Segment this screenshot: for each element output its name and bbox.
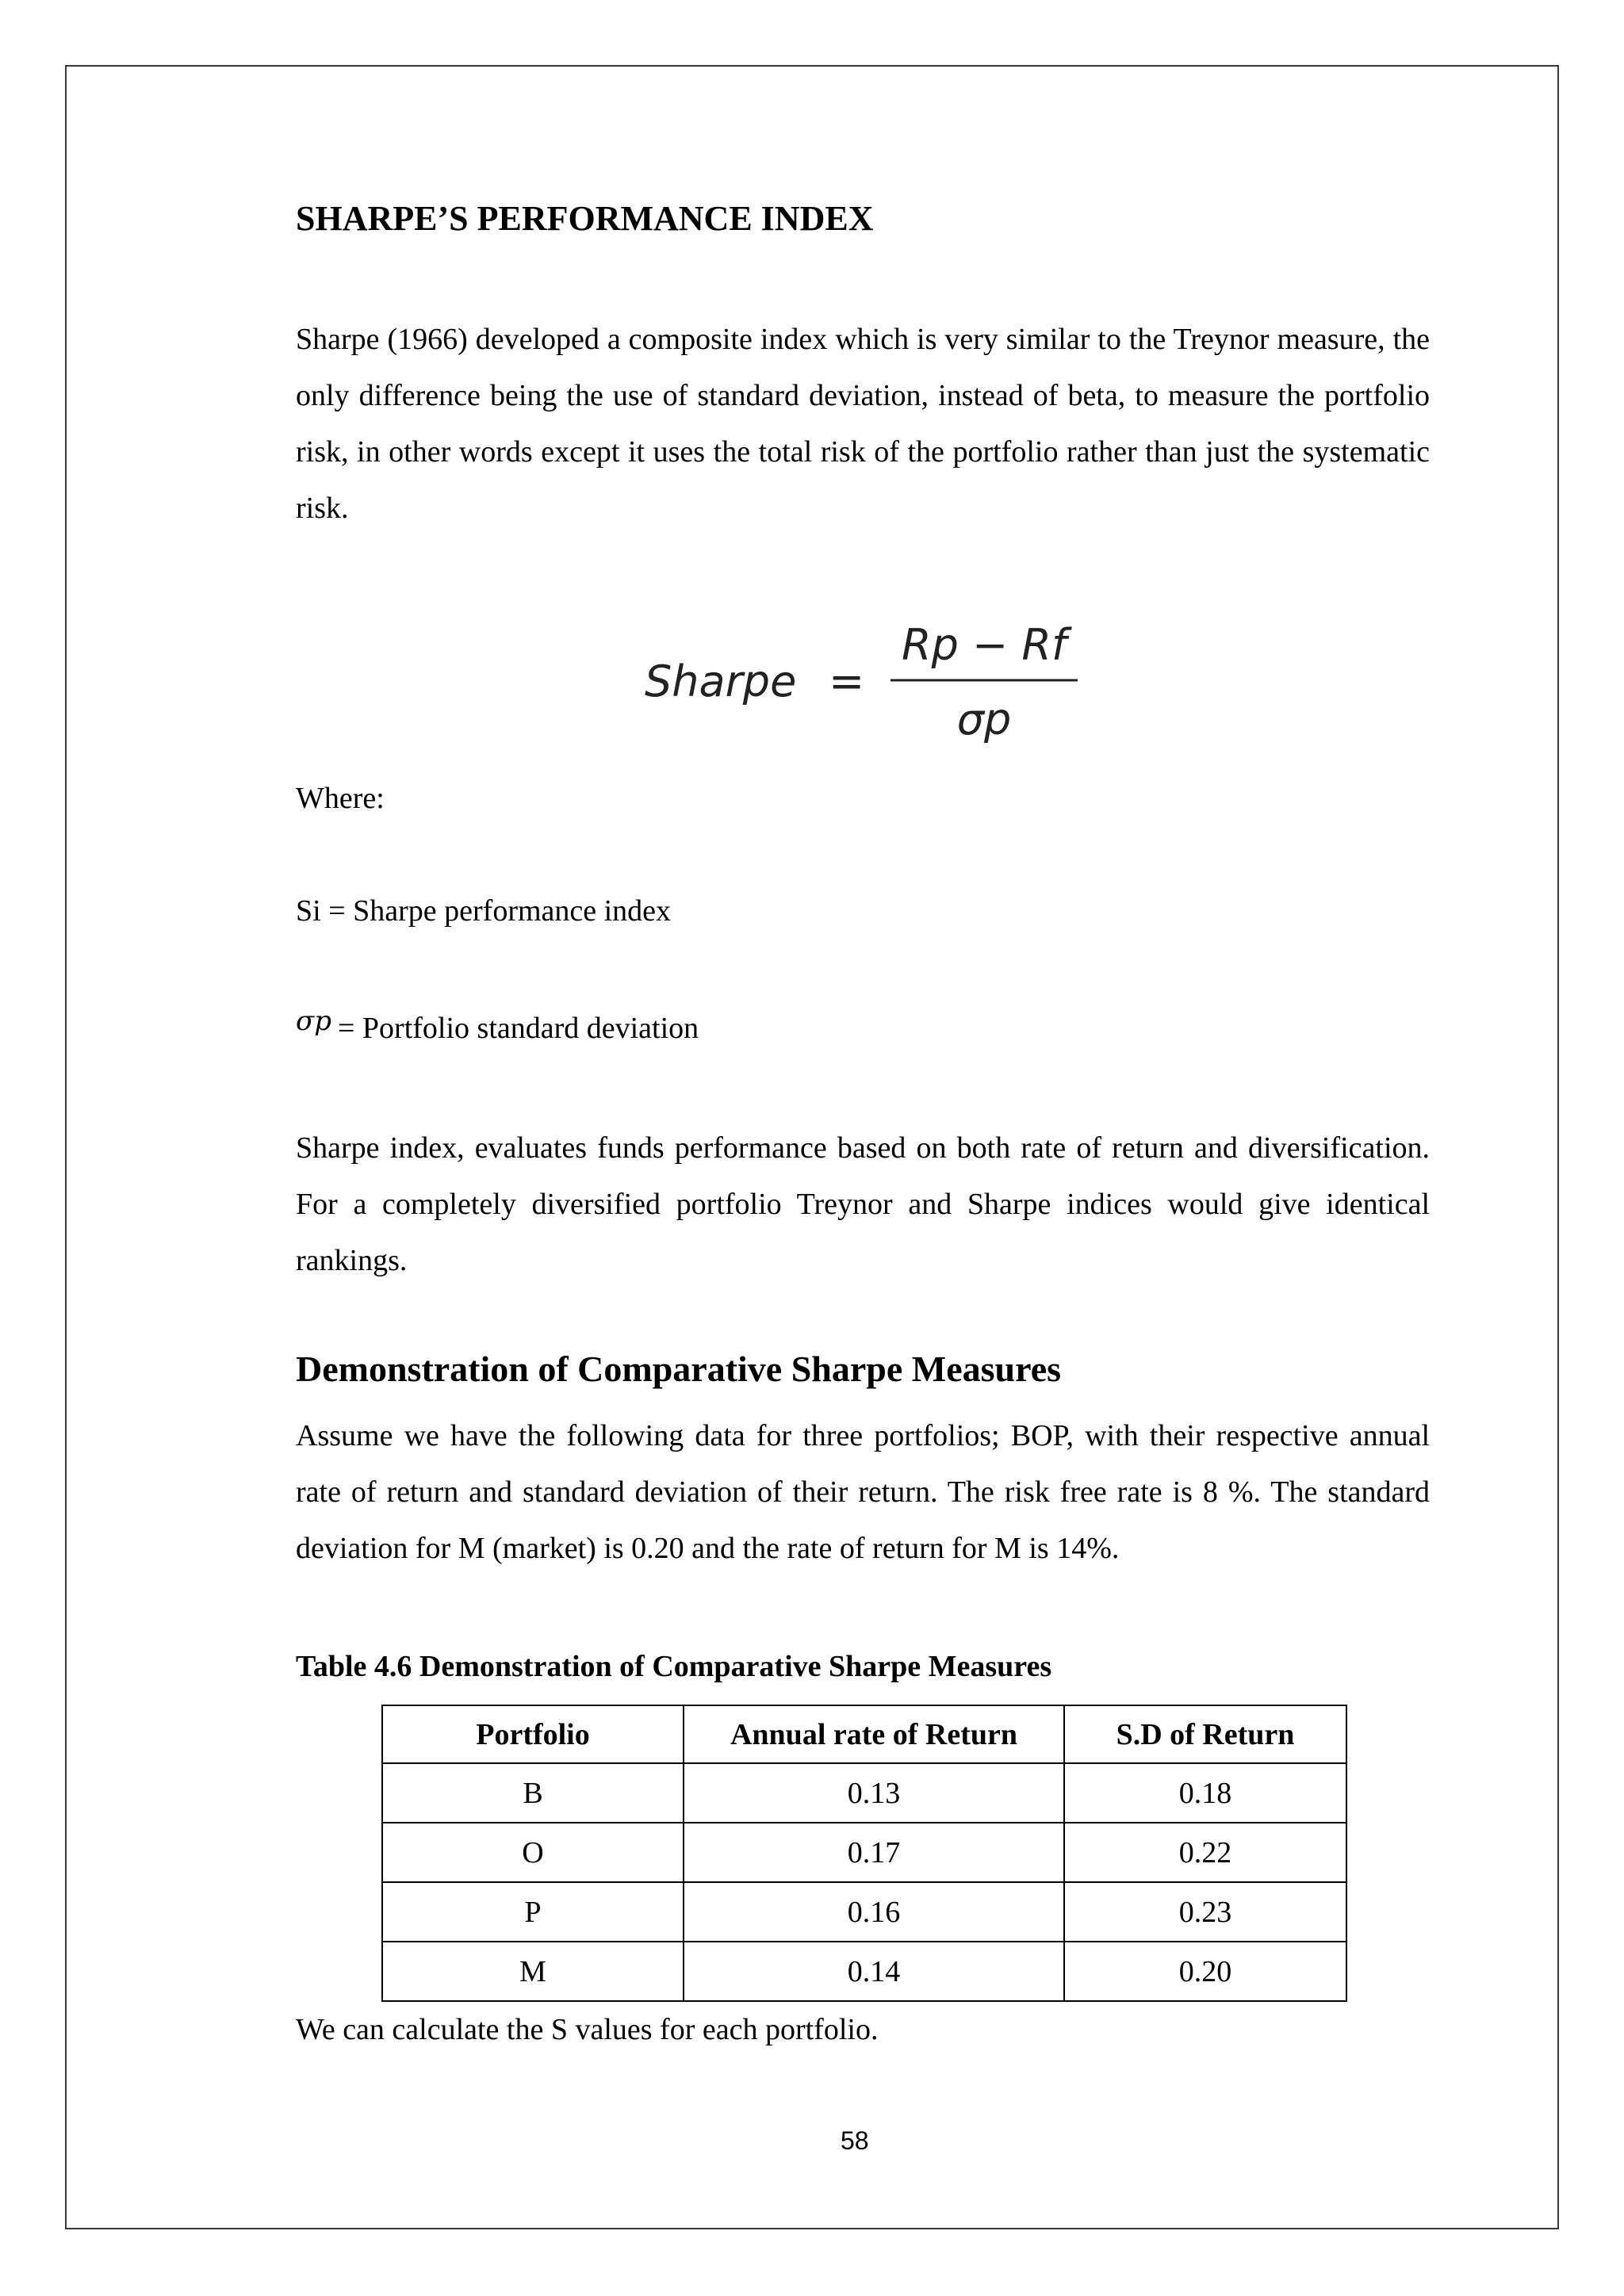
table-header-row: [382, 1705, 1346, 1763]
sigma-definition-text: = Portfolio standard deviation: [337, 1012, 699, 1045]
cell-sd: 0.18: [1064, 1763, 1346, 1823]
cell-sd: 0.23: [1064, 1882, 1346, 1942]
where-label: Where:: [296, 782, 385, 815]
table-row: [382, 1942, 1346, 2001]
subsection-heading: Demonstration of Comparative Sharpe Measures: [296, 1349, 1062, 1389]
sigma-p-symbol: σp: [296, 1005, 331, 1037]
cell-return: 0.16: [684, 1882, 1064, 1942]
header-portfolio: Portfolio: [382, 1705, 684, 1763]
cell-portfolio: M: [382, 1942, 684, 2001]
si-definition: Si = Sharpe performance index: [296, 894, 672, 928]
cell-sd: 0.20: [1064, 1942, 1346, 2001]
assumption-paragraph: Assume we have the following data for three portfolios; BOP, with their respective annual rate of return and standard deviation of their return. The risk free rate is 8 %. The standard deviation for M (market) is 0.20 and the rate of return for M is 14%.: [296, 1419, 1430, 1565]
formula-numerator: Rp − Rf: [902, 620, 1067, 670]
cell-portfolio: B: [382, 1763, 684, 1823]
sharpe-formula: [645, 610, 1089, 753]
formula-denominator: σp: [956, 695, 1012, 744]
formula-equals: =: [829, 656, 865, 706]
section-heading: SHARPE’S PERFORMANCE INDEX: [296, 199, 874, 238]
table-row: [382, 1763, 1346, 1823]
table-caption: Table 4.6 Demonstration of Comparative Sharpe Measures: [296, 1650, 1052, 1683]
sigma-definition: [296, 1005, 699, 1046]
table-row: [382, 1882, 1346, 1942]
header-sd-return: S.D of Return: [1064, 1705, 1346, 1763]
cell-sd: 0.22: [1064, 1823, 1346, 1882]
sharpe-index-paragraph: Sharpe index, evaluates funds performance based on both rate of return and diversification. For a completely diversified portfolio Treynor and Sharpe indices would give identical rankings.: [296, 1131, 1430, 1277]
formula-lhs: Sharpe: [645, 656, 797, 706]
intro-paragraph: Sharpe (1966) developed a composite index which is very similar to the Treynor measure, the only difference being the use of standard deviation, instead of beta, to measure the portfolio risk, in other words except it uses the total risk of the portfolio rather than just the systematic risk.: [296, 323, 1430, 525]
cell-return: 0.13: [684, 1763, 1064, 1823]
table-row: [382, 1823, 1346, 1882]
cell-portfolio: P: [382, 1882, 684, 1942]
cell-return: 0.14: [684, 1942, 1064, 2001]
portfolio-table: [381, 1705, 1347, 2002]
page-number: 58: [841, 2126, 869, 2155]
cell-portfolio: O: [382, 1823, 684, 1882]
calculation-note: We can calculate the S values for each portfolio.: [296, 2013, 879, 2046]
cell-return: 0.17: [684, 1823, 1064, 1882]
header-annual-return: Annual rate of Return: [684, 1705, 1064, 1763]
